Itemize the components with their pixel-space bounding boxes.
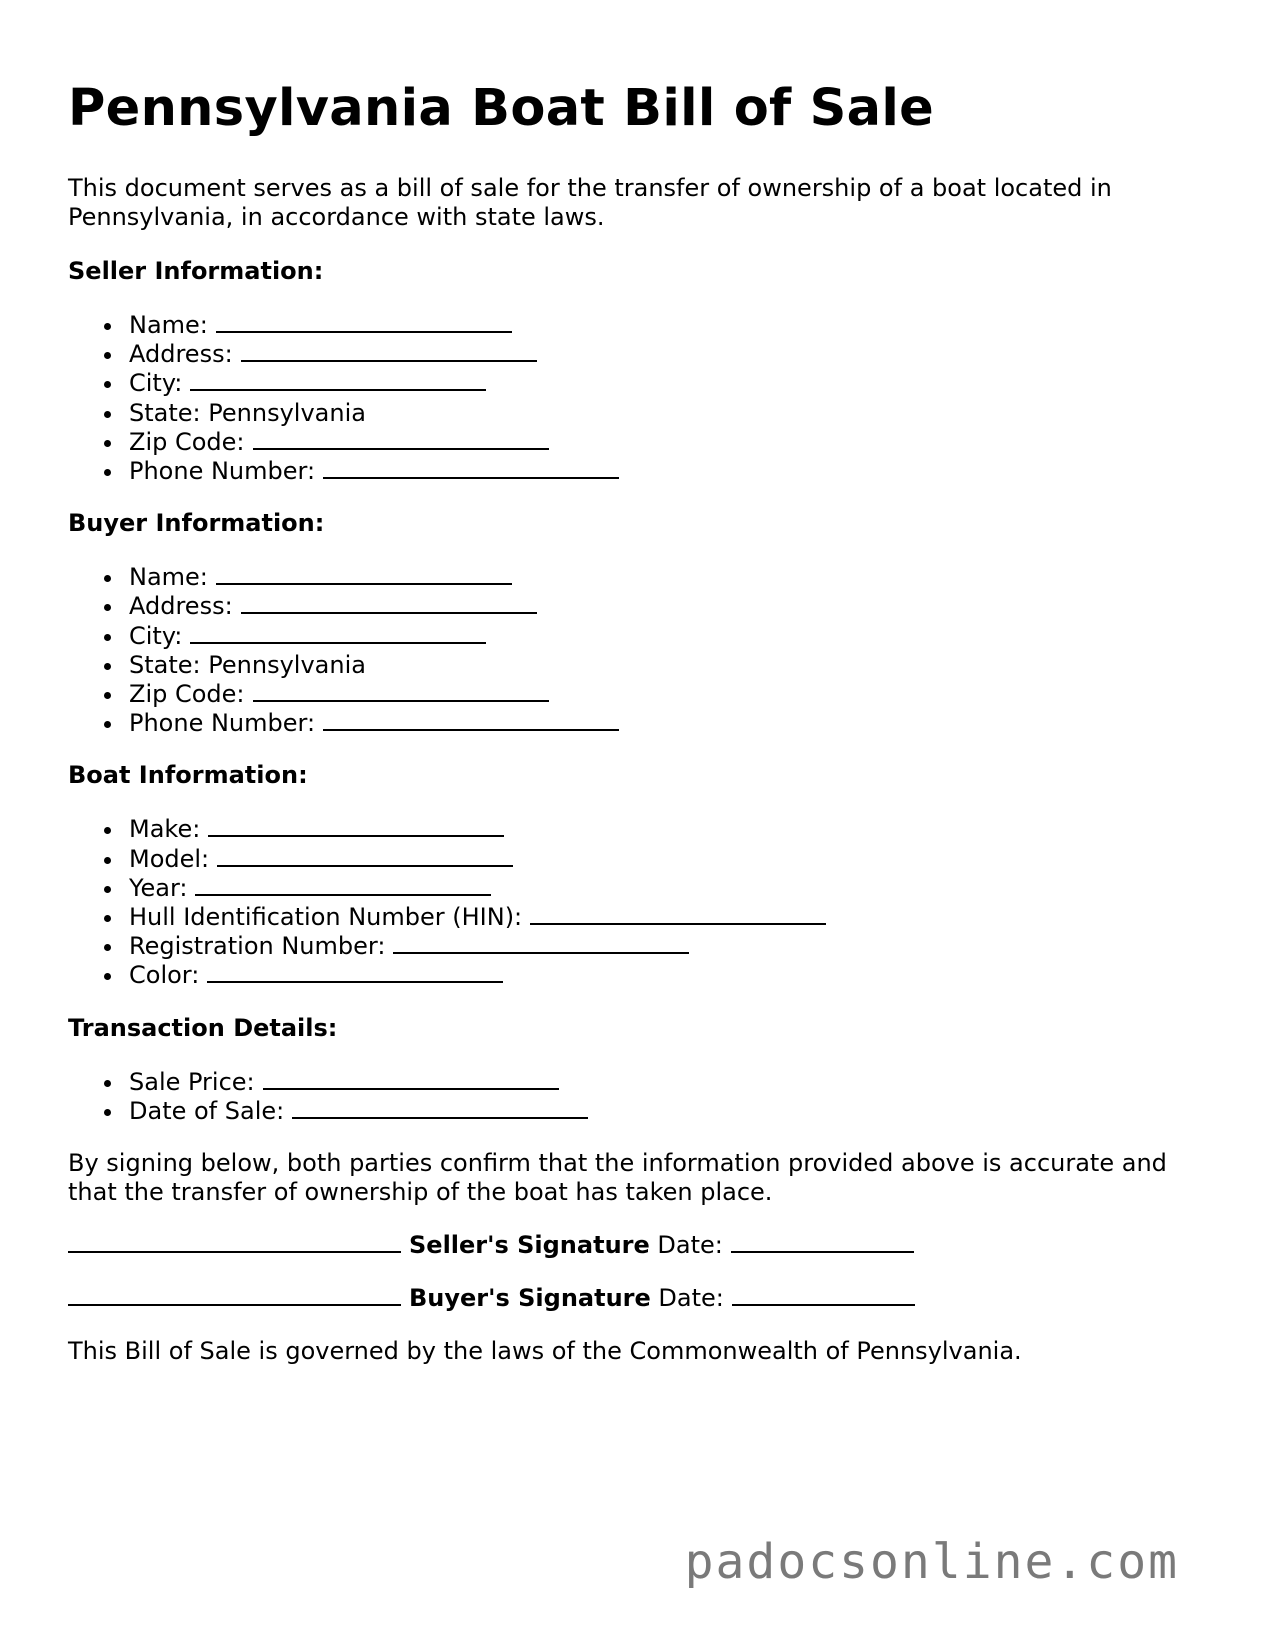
seller-field-state xyxy=(129,399,1198,428)
buyer-field-zip-code xyxy=(129,680,1198,709)
field-label: Name: xyxy=(129,563,208,592)
fill-in-blank[interactable] xyxy=(253,680,549,702)
seller-field-name xyxy=(129,311,1198,340)
boat-field-model xyxy=(129,845,1198,874)
field-label: Make: xyxy=(129,815,201,844)
seller-field-address xyxy=(129,340,1198,369)
fill-in-blank[interactable] xyxy=(217,845,513,867)
field-label: State: xyxy=(129,650,201,679)
transaction-field-sale-price xyxy=(129,1068,1198,1097)
seller-fields xyxy=(68,311,1198,486)
field-label: Address: xyxy=(129,592,233,621)
watermark: padocsonline.com xyxy=(684,1534,1179,1590)
boat-field-hull-identification-number-hin xyxy=(129,903,1198,932)
field-label: Color: xyxy=(129,961,200,990)
buyer-field-city xyxy=(129,622,1198,651)
document-page xyxy=(68,78,1198,1366)
field-label: Model: xyxy=(129,844,210,873)
buyer-signature-row xyxy=(68,1284,1198,1313)
governing-law-statement: This Bill of Sale is governed by the laws of the Commonwealth of Pennsylvania. xyxy=(68,1337,1022,1366)
buyer-field-address xyxy=(129,592,1198,621)
field-label: City: xyxy=(129,621,183,650)
buyer-fields xyxy=(68,563,1198,738)
seller-signature-blank[interactable] xyxy=(68,1231,401,1253)
fill-in-blank[interactable] xyxy=(323,457,619,479)
fill-in-blank[interactable] xyxy=(190,369,486,391)
buyer-field-phone-number xyxy=(129,709,1198,738)
fill-in-blank[interactable] xyxy=(216,311,512,333)
page-title: Pennsylvania Boat Bill of Sale xyxy=(68,79,935,138)
fill-in-blank[interactable] xyxy=(393,932,689,954)
buyer-date-label: Date: xyxy=(658,1284,724,1313)
field-label: Zip Code: xyxy=(129,680,245,709)
field-label: Date of Sale: xyxy=(129,1096,285,1125)
field-label: Zip Code: xyxy=(129,427,245,456)
confirmation-paragraph: By signing below, both parties confirm that the information provided above is accurate and that the transfer of ownership of the boat has taken place. xyxy=(68,1149,1167,1207)
field-label: Registration Number: xyxy=(129,932,386,961)
boat-field-year xyxy=(129,874,1198,903)
fill-in-blank[interactable] xyxy=(323,709,619,731)
boat-heading: Boat Information: xyxy=(68,761,308,790)
seller-heading: Seller Information: xyxy=(68,257,324,285)
field-label: Phone Number: xyxy=(129,457,316,486)
boat-fields xyxy=(68,815,1198,990)
field-value: Pennsylvania xyxy=(208,398,366,427)
buyer-field-name xyxy=(129,563,1198,592)
buyer-signature-blank[interactable] xyxy=(68,1284,401,1306)
boat-field-registration-number xyxy=(129,932,1198,961)
field-label: Name: xyxy=(129,311,208,339)
fill-in-blank[interactable] xyxy=(241,340,537,362)
buyer-field-state xyxy=(129,651,1198,680)
seller-signature-label: Seller's Signature xyxy=(409,1231,650,1260)
seller-field-zip-code xyxy=(129,428,1198,457)
fill-in-blank[interactable] xyxy=(241,592,537,614)
field-label: Phone Number: xyxy=(129,709,316,738)
field-value: Pennsylvania xyxy=(208,650,366,679)
fill-in-blank[interactable] xyxy=(195,874,491,896)
field-label: Year: xyxy=(129,873,188,902)
fill-in-blank[interactable] xyxy=(216,563,512,585)
fill-in-blank[interactable] xyxy=(263,1068,559,1090)
fill-in-blank[interactable] xyxy=(292,1097,588,1119)
buyer-date-blank[interactable] xyxy=(732,1284,915,1306)
field-label: State: xyxy=(129,398,201,427)
fill-in-blank[interactable] xyxy=(253,428,549,450)
seller-date-label: Date: xyxy=(657,1231,723,1260)
field-label: Sale Price: xyxy=(129,1067,255,1096)
boat-field-color xyxy=(129,961,1198,990)
transaction-heading: Transaction Details: xyxy=(68,1013,338,1042)
intro-paragraph: This document serves as a bill of sale for the transfer of ownership of a boat located in Pennsylvania, in accordance with state laws. xyxy=(68,174,1112,231)
transaction-field-date-of-sale xyxy=(129,1097,1198,1126)
seller-date-blank[interactable] xyxy=(731,1231,914,1253)
field-label: Hull Identification Number (HIN): xyxy=(129,903,523,932)
boat-field-make xyxy=(129,815,1198,844)
seller-signature-row xyxy=(68,1231,1198,1260)
buyer-heading: Buyer Information: xyxy=(68,509,325,538)
fill-in-blank[interactable] xyxy=(208,815,504,837)
transaction-fields xyxy=(68,1068,1198,1126)
seller-field-city xyxy=(129,369,1198,398)
seller-field-phone-number xyxy=(129,457,1198,486)
buyer-signature-label: Buyer's Signature xyxy=(409,1284,651,1313)
fill-in-blank[interactable] xyxy=(207,961,503,983)
field-label: Address: xyxy=(129,340,233,369)
field-label: City: xyxy=(129,369,183,398)
fill-in-blank[interactable] xyxy=(190,622,486,644)
fill-in-blank[interactable] xyxy=(530,903,826,925)
